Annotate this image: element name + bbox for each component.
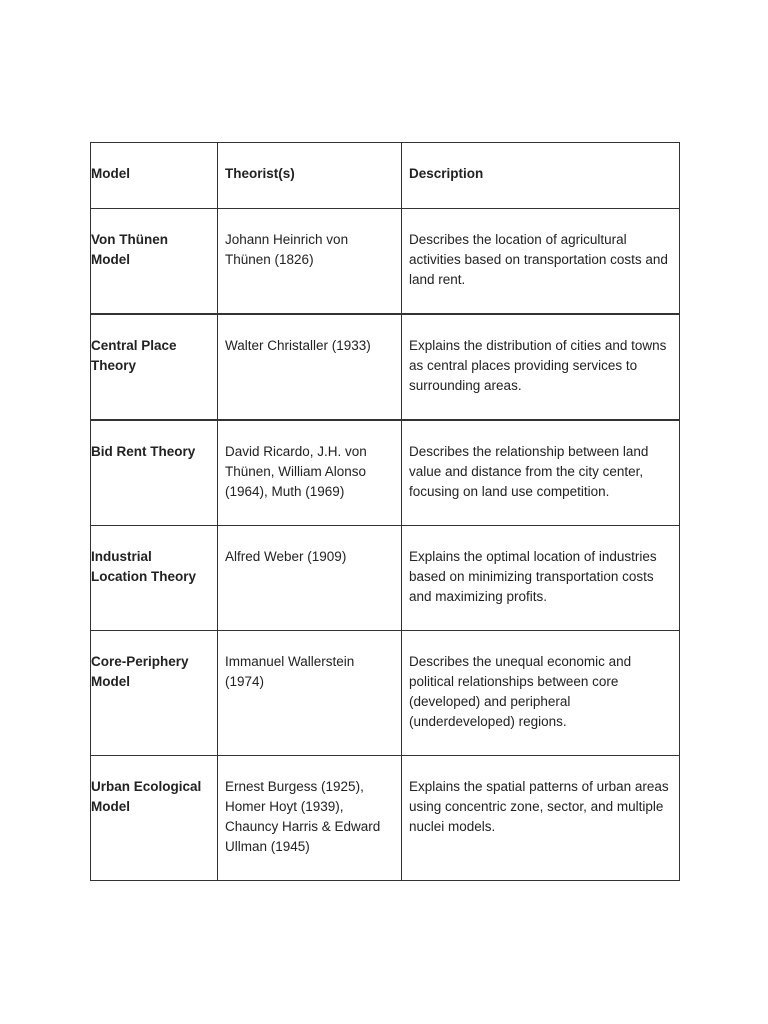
model-name: Von Thünen Model bbox=[91, 232, 168, 267]
model-name: Industrial Location Theory bbox=[91, 549, 197, 584]
description-text: Explains the distribution of cities and towns as central places providing services to surrounding areas. bbox=[409, 338, 667, 393]
header-theorists bbox=[218, 143, 402, 209]
theorists-cell bbox=[218, 526, 402, 631]
description-cell bbox=[402, 209, 680, 315]
description-text: Explains the spatial patterns of urban areas using concentric zone, sector, and multiple nuclei models. bbox=[409, 779, 669, 834]
model-cell bbox=[91, 526, 218, 631]
header-model bbox=[91, 143, 218, 209]
model-cell bbox=[91, 756, 218, 881]
model-name: Urban Ecological Model bbox=[91, 779, 202, 814]
header-theorists-label: Theorist(s) bbox=[225, 166, 295, 181]
table-row bbox=[91, 314, 680, 420]
description-text: Describes the relationship between land value and distance from the city center, focusing on land use competition. bbox=[409, 444, 649, 499]
theorists-text: Johann Heinrich von Thünen (1826) bbox=[225, 232, 349, 267]
model-cell bbox=[91, 631, 218, 756]
theorists-cell bbox=[218, 420, 402, 526]
model-name: Core-Periphery Model bbox=[91, 654, 189, 689]
header-description bbox=[402, 143, 680, 209]
header-model-label: Model bbox=[91, 166, 130, 181]
description-cell bbox=[402, 631, 680, 756]
model-cell bbox=[91, 209, 218, 315]
model-cell bbox=[91, 420, 218, 526]
theorists-cell bbox=[218, 631, 402, 756]
table-row bbox=[91, 420, 680, 526]
theorists-text: Alfred Weber (1909) bbox=[225, 549, 347, 564]
description-text: Describes the unequal economic and political relationships between core (developed) and peripheral (underdeveloped) regions. bbox=[409, 654, 632, 729]
model-name: Central Place Theory bbox=[91, 338, 177, 373]
theorists-cell bbox=[218, 314, 402, 420]
description-cell bbox=[402, 756, 680, 881]
theorists-text: Walter Christaller (1933) bbox=[225, 338, 371, 353]
model-cell bbox=[91, 314, 218, 420]
model-name: Bid Rent Theory bbox=[91, 444, 196, 459]
theorists-text: David Ricardo, J.H. von Thünen, William Alonso (1964), Muth (1969) bbox=[225, 444, 367, 499]
models-table bbox=[90, 142, 680, 881]
description-text: Describes the location of agricultural activities based on transportation costs and land rent. bbox=[409, 232, 668, 287]
description-text: Explains the optimal location of industries based on minimizing transportation costs and maximizing profits. bbox=[409, 549, 657, 604]
description-cell bbox=[402, 420, 680, 526]
table-header-row bbox=[91, 143, 680, 209]
description-cell bbox=[402, 314, 680, 420]
theorists-text: Immanuel Wallerstein (1974) bbox=[225, 654, 355, 689]
table-row bbox=[91, 756, 680, 881]
theorists-cell bbox=[218, 209, 402, 315]
table-row bbox=[91, 526, 680, 631]
table-row bbox=[91, 209, 680, 315]
theorists-text: Ernest Burgess (1925), Homer Hoyt (1939), Chauncy Harris & Edward Ullman (1945) bbox=[225, 779, 381, 854]
table-row bbox=[91, 631, 680, 756]
theorists-cell bbox=[218, 756, 402, 881]
description-cell bbox=[402, 526, 680, 631]
header-description-label: Description bbox=[409, 166, 484, 181]
